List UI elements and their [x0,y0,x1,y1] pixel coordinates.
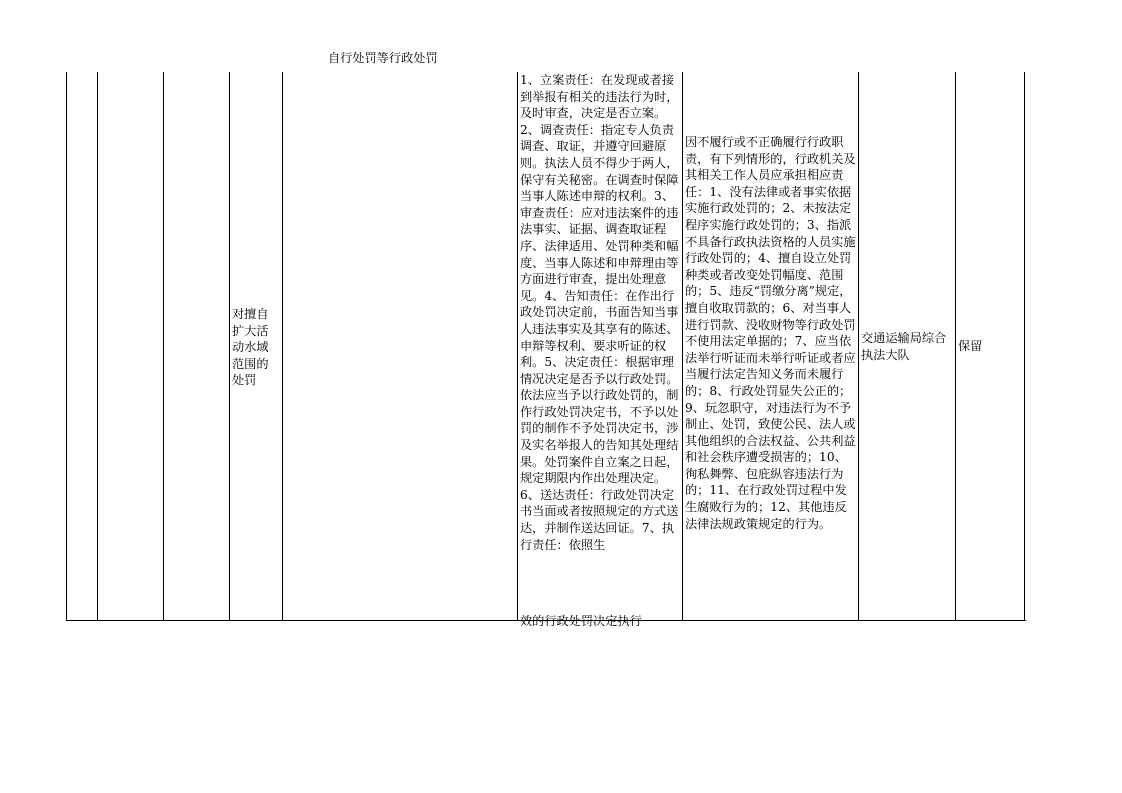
responsibility-cell: 1、立案责任：在发现或者接到举报有相关的违法行为时，及时审查，决定是否立案。2、调查责任：指定专人负责调查、取证，并遵守回避原则。执法人员不得少于两人，保守有关秘密。在调查时保障当事人陈述申辩的权利。3、审查责任：应对违法案件的违法事实、证据、调查取证程序、法律适用、处罚种类和幅度、当事人陈述和申辩理由等方面进行审查，提出处理意见。4、告知责任：在作出行政处罚决定前，书面告知当事人违法事实及其享有的陈述、申辩等权利、要求听证的权利。5、决定责任：根据审理情况决定是否予以行政处罚。依法应当予以行政处罚的，制作行政处罚决定书，不予以处罚的制作不予处罚决定书，涉及实名举报人的告知其处理结果。处罚案件自立案之日起，规定期限内作出处理决定。 6、送达责任：行政处罚决定书当面或者按照规定的方式送达，并制作送达回证。7、执行责任：依照生 [520,73,679,552]
grid-line [282,72,283,620]
grid-line [229,72,230,620]
grid-line [1024,72,1025,620]
basis-overflow-text [328,51,558,66]
grid-line [163,72,164,620]
grid-line [955,72,956,620]
responsibility-cut-text: 效的行政处罚决定执行 [520,614,642,628]
basis-overflow-line: 自行处罚等行政处罚 [328,51,438,65]
status-cell: 保留 [958,339,983,353]
table-sheet [66,51,1026,628]
item-name-cell: 对擅自扩大活动水域范围的处罚 [232,307,269,388]
accountability-cell: 因不履行或不正确履行行政职责，有下列情形的，行政机关及其相关工作人员应承担相应责任：1、没有法律或者事实依据实施行政处罚的；2、未按法定程序实施行政处罚的；3、指派不具备行政执法资格的人员实施行政处罚的；4、擅自设立处罚种类或者改变处罚幅度、范围的；5、违反“罚缴分离”规定，擅自收取罚款的；6、对当事人进行罚款、没收财物等行政处罚不使用法定单据的；7、应当依法举行听证而未举行听证或者应当履行法定告知义务而未履行的；8、行政处罚显失公正的；9、玩忽职守，对违法行为不予制止、处罚，致使公民、法人或其他组织的合法权益、公共利益和社会秩序遭受损害的；10、徇私舞弊、包庇纵容违法行为的；11、在行政处罚过程中发生腐败行为的；12、其他违反法律法规政策规定的行为。 [685,135,856,531]
department-cell: 交通运输局综合执法大队 [861,331,947,362]
grid-line [858,72,859,620]
grid-line [517,72,518,620]
grid-line [97,72,98,620]
responsibility-cut-line [520,613,680,628]
grid-line [682,72,683,620]
grid-line [66,72,67,620]
